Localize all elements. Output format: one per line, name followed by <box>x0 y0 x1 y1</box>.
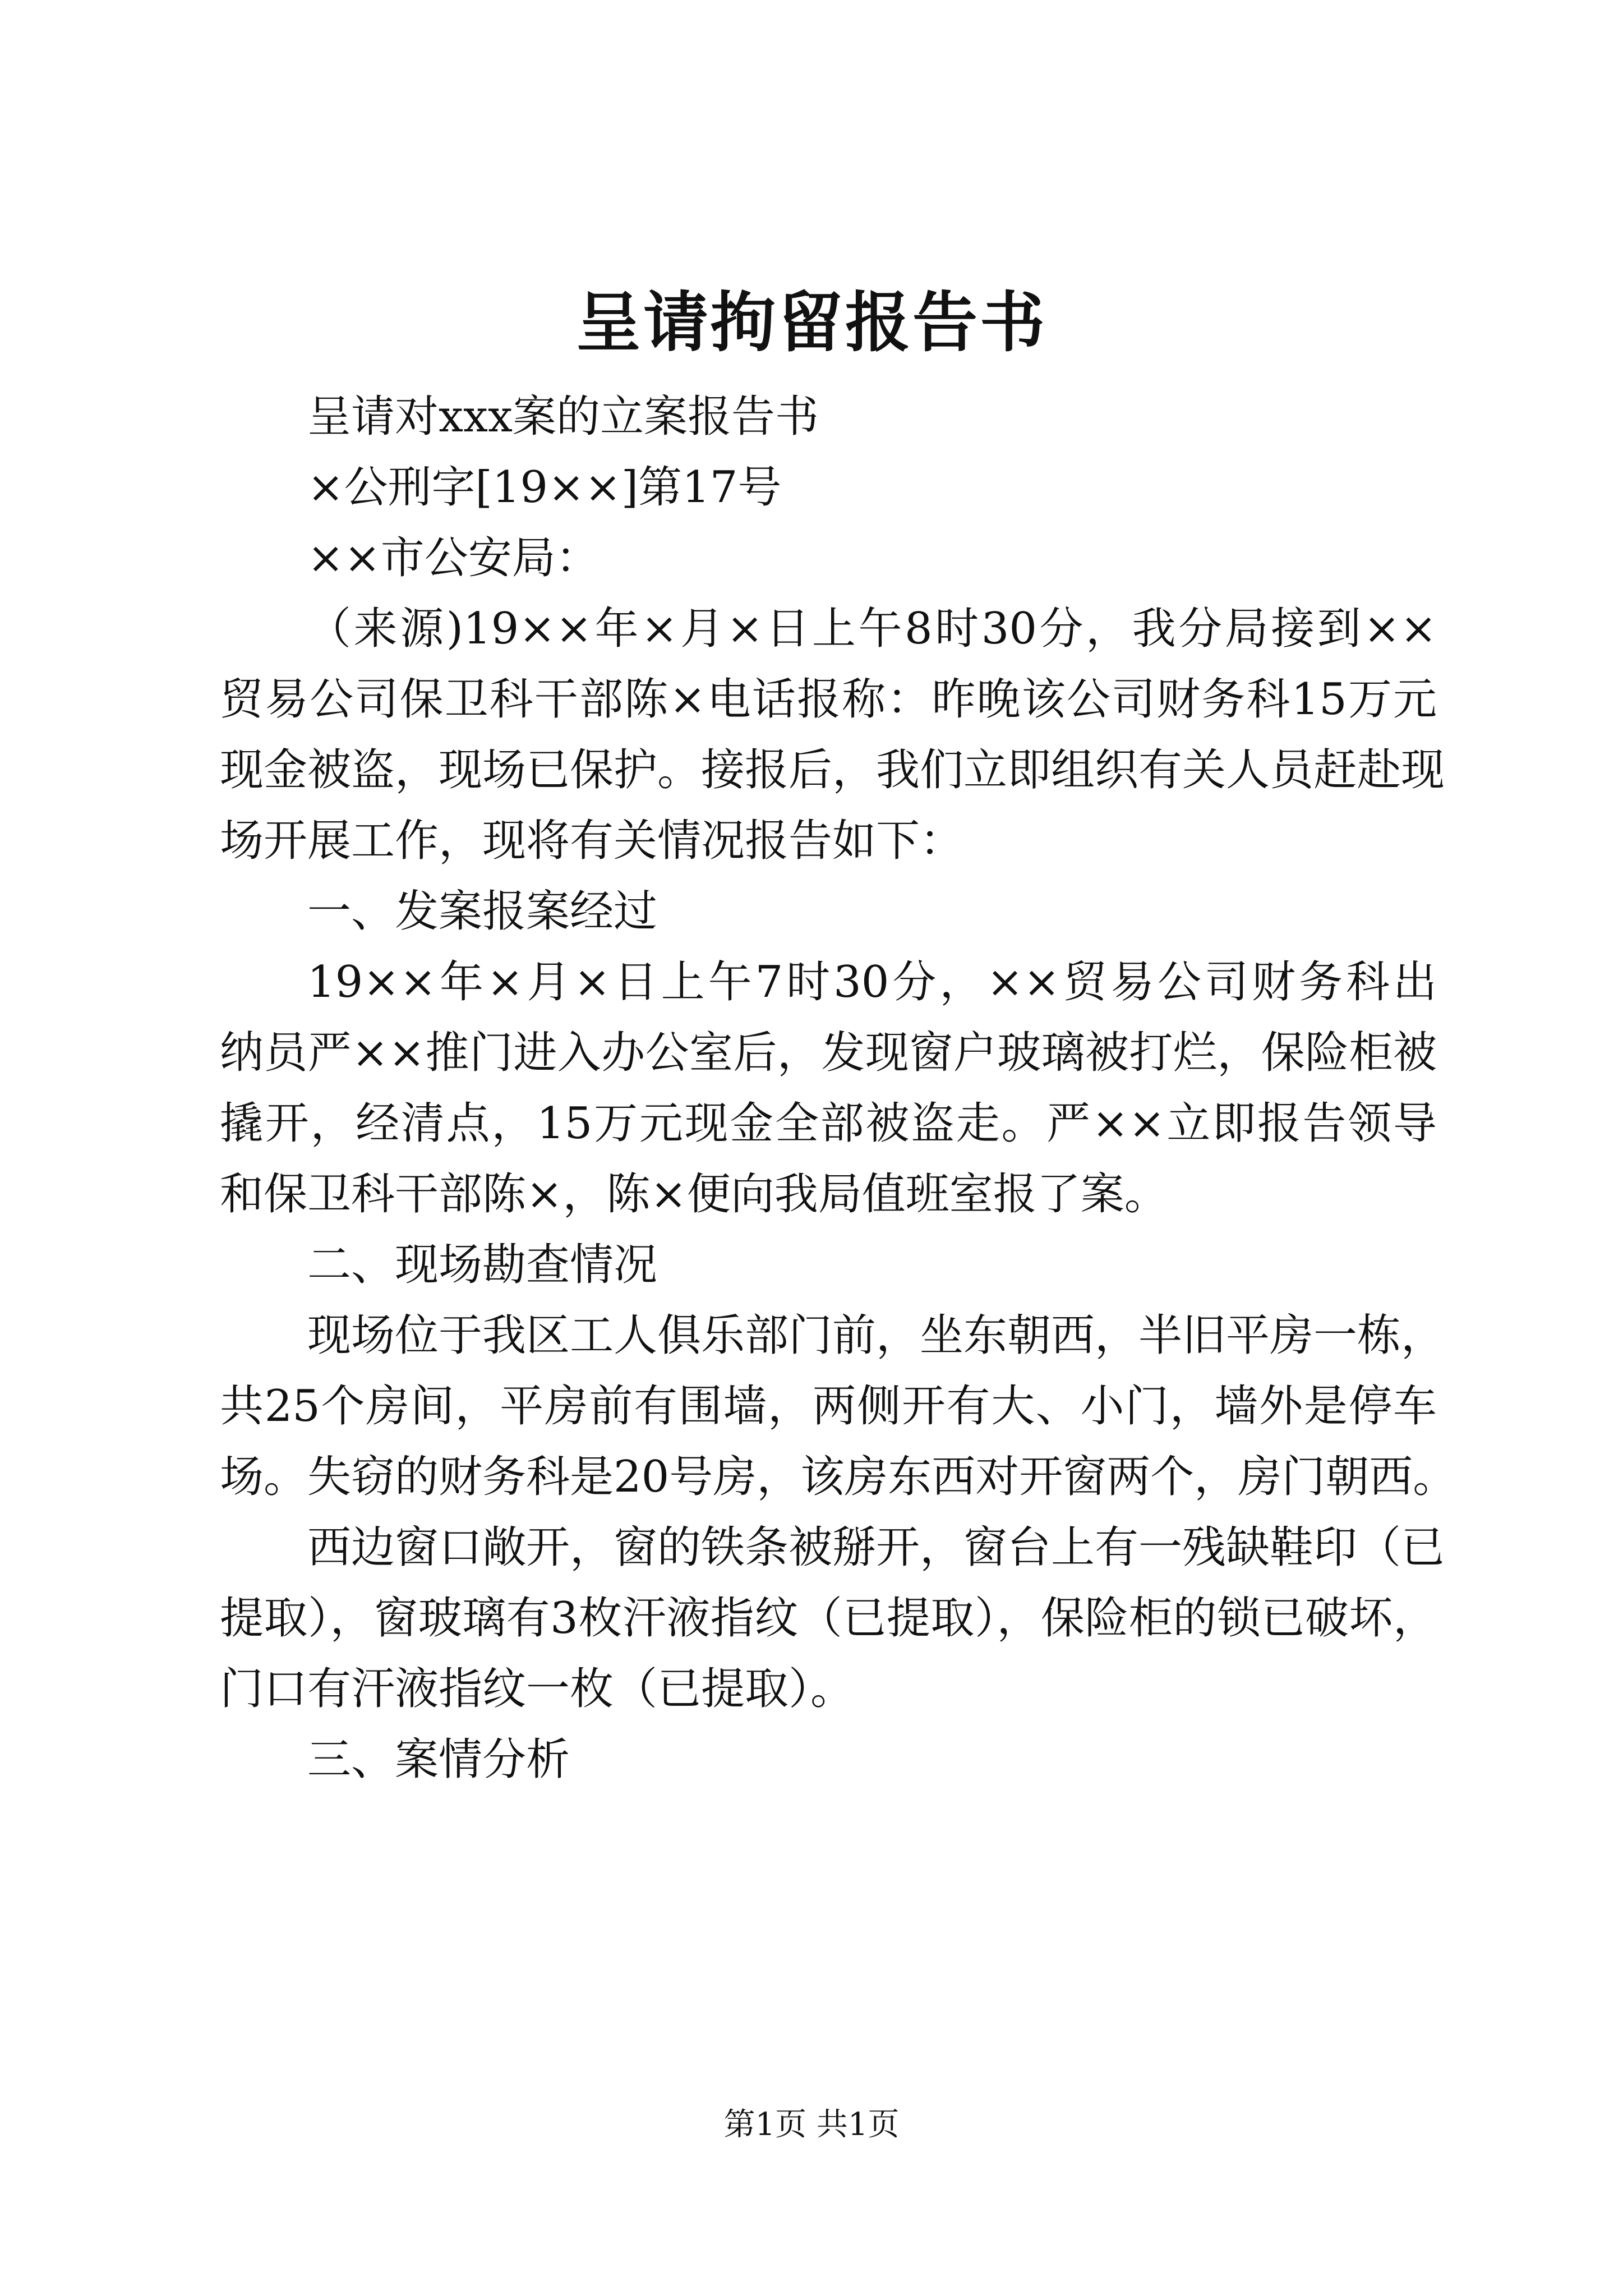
paragraph-line: 共25个房间，平房前有围墙，两侧开有大、小门，墙外是停车 <box>220 1381 1437 1432</box>
paragraph-line: 贸易公司保卫科干部陈×电话报称：昨晚该公司财务科15万元 <box>220 674 1437 725</box>
paragraph-line: 西边窗口敞开，窗的铁条被掰开，窗台上有一残缺鞋印（已 <box>307 1522 1445 1573</box>
paragraph-line: 19××年×月×日上午7时30分，××贸易公司财务科出 <box>307 957 1437 1007</box>
document-body <box>220 381 1457 1795</box>
paragraph-line: 场。失窃的财务科是20号房，该房东西对开窗两个，房门朝西。 <box>220 1452 1457 1502</box>
paragraph-line: 撬开，经清点，15万元现金全部被盗走。严××立即报告领导 <box>220 1098 1437 1149</box>
paragraph-line: 和保卫科干部陈×，陈×便向我局值班室报了案。 <box>220 1169 1168 1220</box>
section-heading: 三、案情分析 <box>307 1734 570 1785</box>
paragraph-line: 提取），窗玻璃有3枚汗液指纹（已提取），保险柜的锁已破坏， <box>220 1593 1437 1644</box>
paragraph-line: 门口有汗液指纹一枚（已提取）。 <box>220 1664 855 1714</box>
paragraph-line: 现金被盗，现场已保护。接报后，我们立即组织有关人员赶赴现 <box>220 745 1445 795</box>
subtitle-line: 呈请对xxx案的立案报告书 <box>307 392 819 442</box>
recipient-line: ××市公安局： <box>307 533 600 583</box>
paragraph-line: （来源)19××年×月×日上午8时30分，我分局接到×× <box>307 604 1437 654</box>
paragraph-line: 场开展工作，现将有关情况报告如下： <box>220 816 964 866</box>
paragraph-line: 纳员严××推门进入办公室后，发现窗户玻璃被打烂，保险柜被 <box>220 1028 1437 1078</box>
section-heading: 二、现场勘查情况 <box>307 1240 658 1290</box>
paragraph-line: 现场位于我区工人俱乐部门前，坐东朝西，半旧平房一栋， <box>307 1310 1445 1361</box>
section-heading: 一、发案报案经过 <box>307 886 658 937</box>
document-number-line: ×公刑字[19××]第17号 <box>307 462 782 513</box>
page-footer: 第1页 共1页 <box>723 2106 900 2143</box>
document-title: 呈请拘留报告书 <box>576 284 1047 361</box>
